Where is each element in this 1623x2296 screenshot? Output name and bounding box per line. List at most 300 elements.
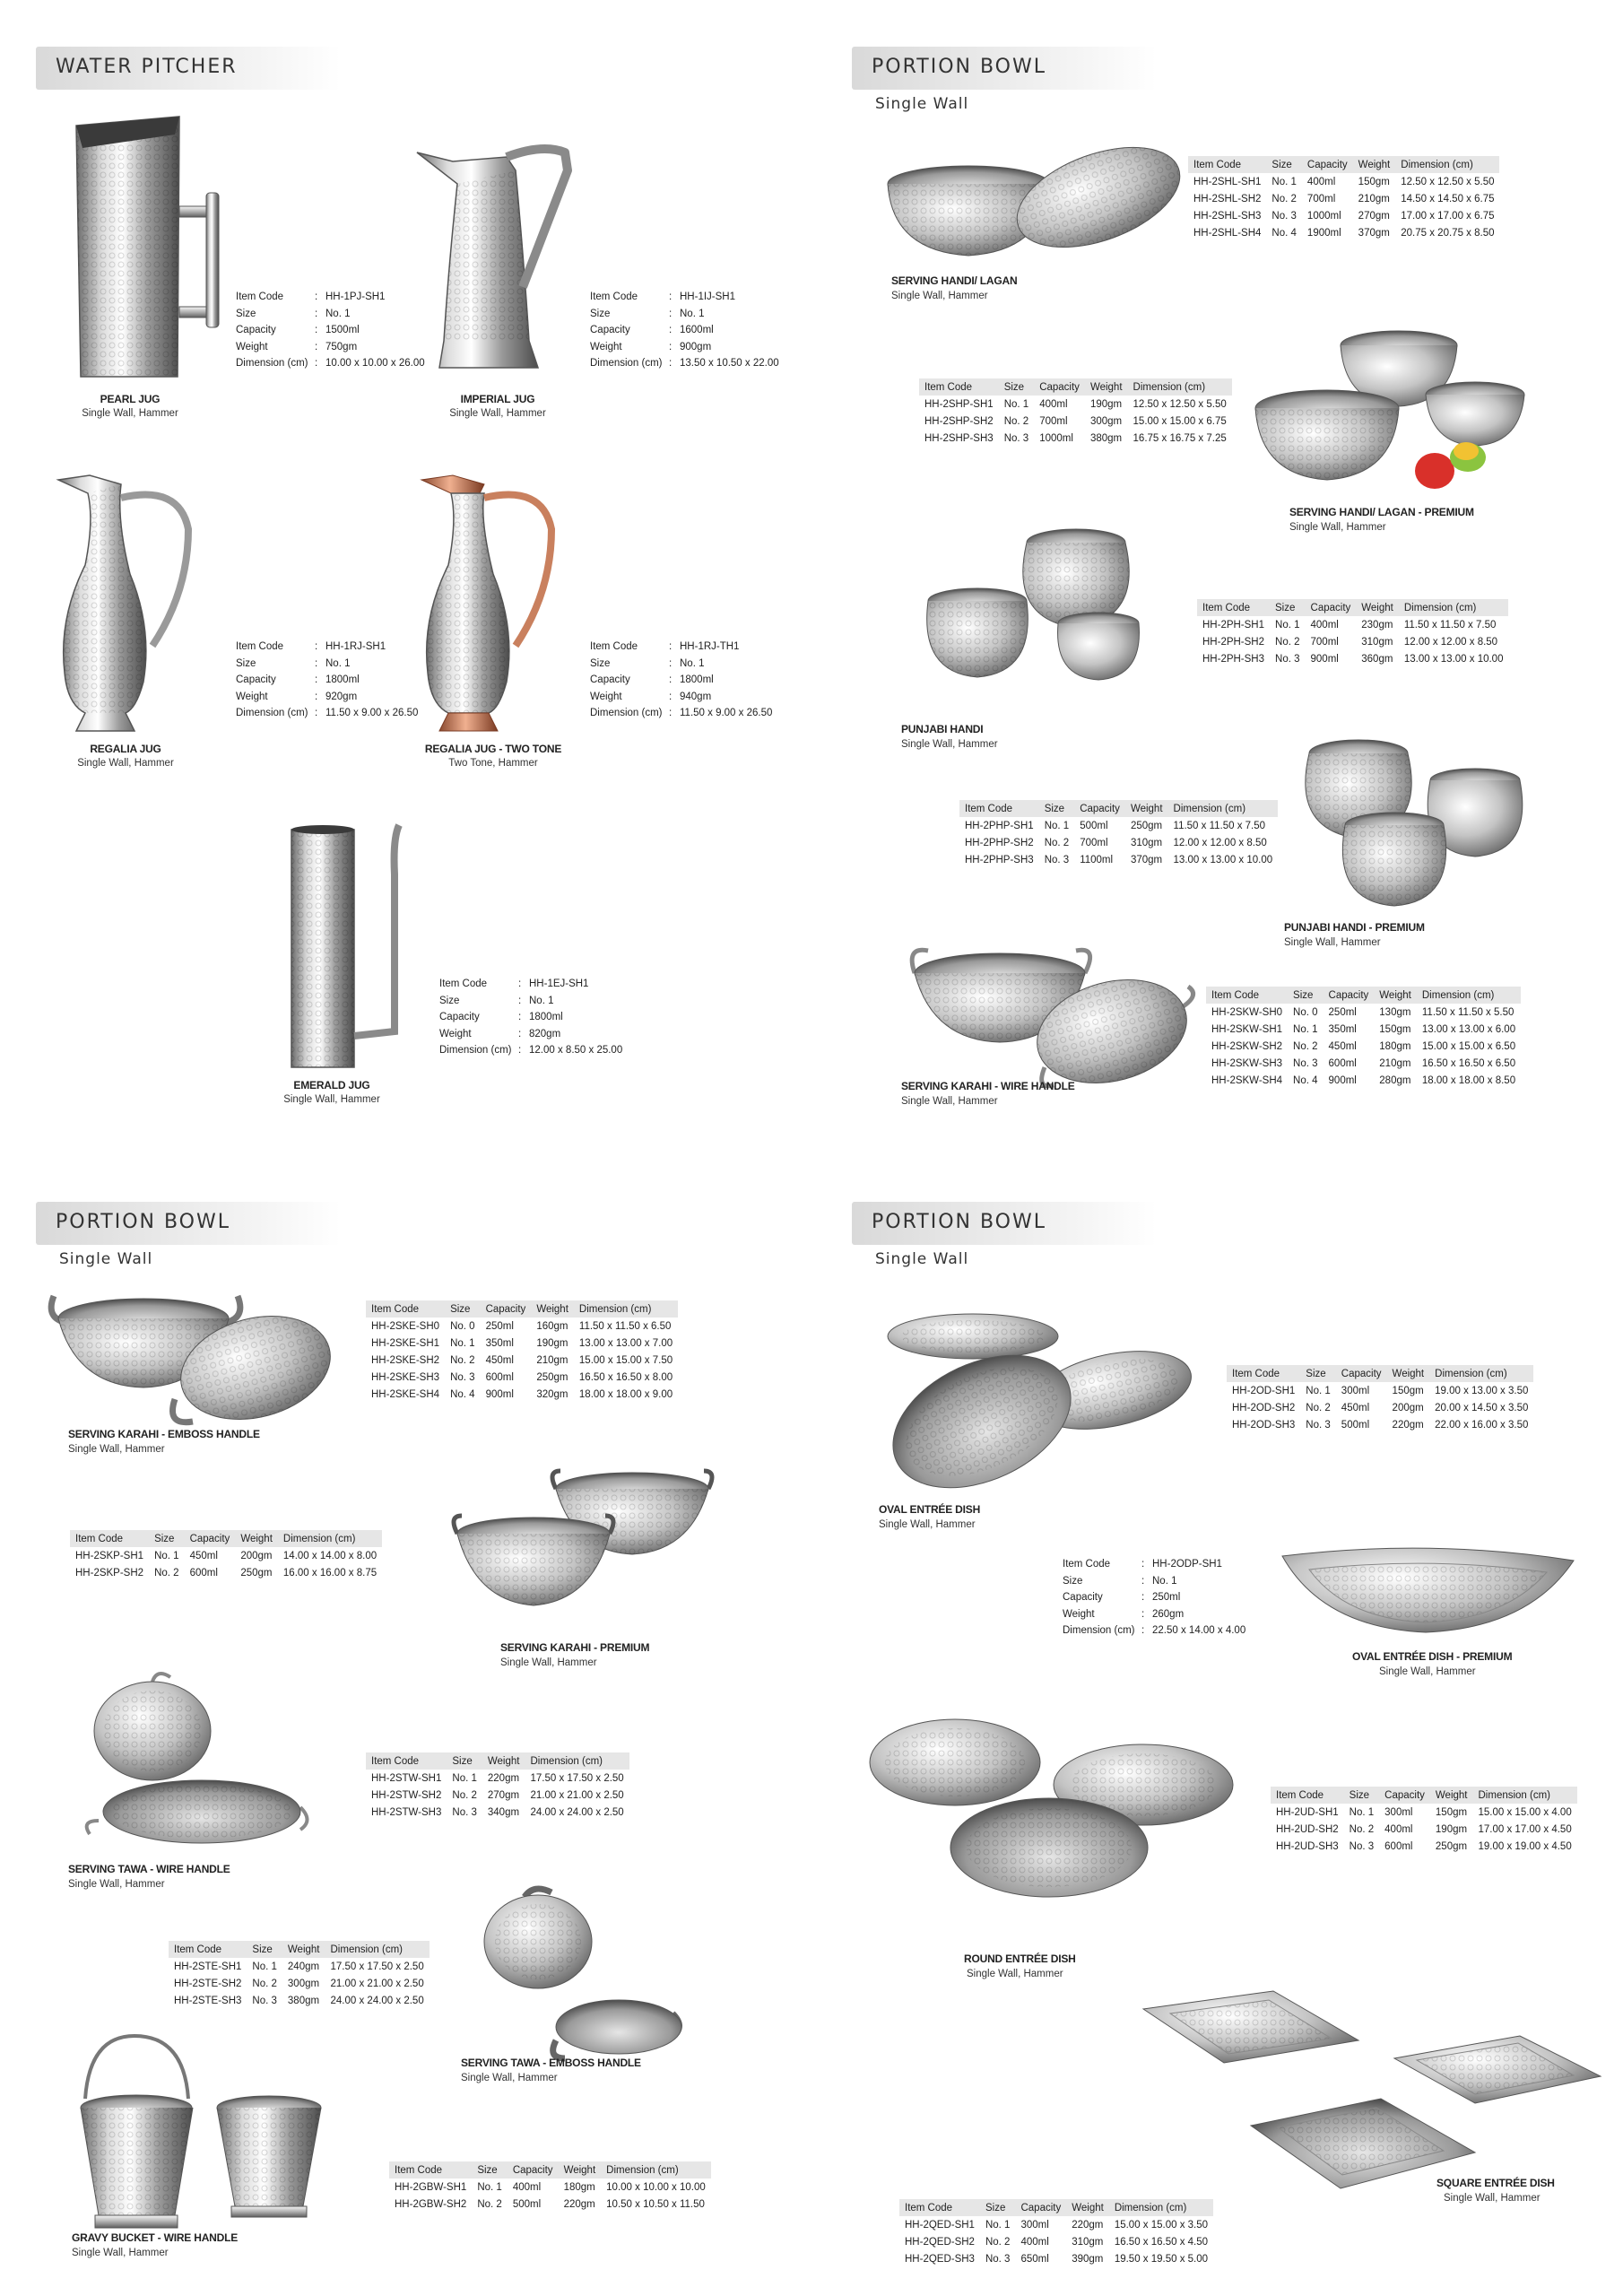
table-cell: 19.50 x 19.50 x 5.00: [1114, 2253, 1209, 2265]
table-cell: HH-2STW-SH1: [371, 1772, 442, 1784]
table-cell: No. 3: [1003, 432, 1029, 444]
table-cell: No. 1: [985, 2219, 1011, 2231]
serving-tawa-emboss-handle-image: [475, 1883, 690, 2063]
table-cell: HH-2SKW-SH0: [1211, 1006, 1283, 1018]
table-cell: 14.00 x 14.00 x 8.00: [282, 1550, 378, 1561]
table-cell: 130gm: [1379, 1006, 1411, 1018]
table-cell: 12.00 x 12.00 x 8.50: [1403, 636, 1498, 648]
table-cell: No. 2: [450, 1354, 475, 1366]
table-row: [366, 1804, 629, 1821]
table-cell: No. 2: [985, 2236, 1011, 2248]
column-header: Size: [447, 1752, 482, 1770]
column-header: Capacity: [1379, 1787, 1430, 1804]
table-cell: No. 2: [1003, 415, 1029, 427]
product-description: Two Tone, Hammer: [448, 758, 538, 769]
table-row: [1188, 173, 1499, 190]
table-cell: 10.00 x 10.00 x 10.00: [606, 2181, 706, 2193]
table-cell: 300ml: [1341, 1385, 1370, 1396]
table-cell: 16.75 x 16.75 x 7.25: [1133, 432, 1227, 444]
table-cell: 16.50 x 16.50 x 4.50: [1114, 2236, 1209, 2248]
table-cell: 900ml: [485, 1388, 514, 1400]
column-header: Capacity: [1015, 2199, 1066, 2216]
column-header: Size: [1344, 1787, 1380, 1804]
table-cell: No. 0: [1293, 1006, 1318, 1018]
table-cell: 350ml: [485, 1337, 514, 1349]
product-name: SERVING KARAHI - EMBOSS HANDLE: [68, 1428, 260, 1440]
oval-entree-dish-image: [883, 1309, 1197, 1489]
table-cell: 200gm: [1392, 1402, 1424, 1413]
table-cell: HH-2QED-SH1: [905, 2219, 975, 2231]
table-row: [1227, 1416, 1533, 1433]
table-row: [1206, 1038, 1521, 1055]
section-banner-portion-bowl-bottom-right: [852, 1202, 1157, 1245]
product-name: SERVING HANDI/ LAGAN: [891, 274, 1018, 287]
table-cell: No. 2: [154, 1567, 179, 1578]
table-row: [1227, 1399, 1533, 1416]
column-header: Item Code: [1271, 1787, 1344, 1804]
table-cell: No. 1: [450, 1337, 475, 1349]
product-description: Single Wall, Hammer: [500, 1657, 597, 1668]
serving-karahi-wire-handle-image: [906, 933, 1202, 1085]
table-cell: 13.00 x 13.00 x 10.00: [1403, 653, 1504, 665]
table-cell: 1100ml: [1080, 854, 1114, 865]
table-cell: HH-2PH-SH1: [1202, 619, 1265, 631]
table-cell: No. 2: [1293, 1040, 1318, 1052]
table-cell: 160gm: [536, 1320, 568, 1332]
table-cell: 150gm: [1379, 1023, 1411, 1035]
table-row: [899, 2233, 1213, 2250]
table-cell: 900ml: [1328, 1074, 1357, 1086]
table-cell: HH-2SKW-SH4: [1211, 1074, 1283, 1086]
column-header: Capacity: [508, 2161, 559, 2179]
table-cell: 24.00 x 24.00 x 2.50: [330, 1995, 424, 2006]
table-header-row: [1197, 599, 1508, 616]
table-cell: 13.00 x 13.00 x 10.00: [1173, 854, 1273, 865]
table-header-row: [1188, 156, 1499, 173]
product-name: PUNJABI HANDI: [901, 723, 984, 735]
punjabi-handi-premium-image: [1296, 731, 1529, 919]
table-cell: 250gm: [1130, 820, 1163, 831]
column-header: Dimension (cm): [1395, 156, 1499, 173]
table-row: [1206, 1004, 1521, 1021]
spec-table-oval-entree-dish: [1227, 1365, 1533, 1433]
column-header: Item Code: [899, 2199, 980, 2216]
product-description: Single Wall, Hammer: [82, 408, 178, 419]
spec-block-regalia-jug: Item Code : HH-1RJ-SH1 Size : No. 1 Capacity : 1800ml Weight : 920gm Dimension (cm) : 11.50 x 9.00 x 26.50: [236, 641, 419, 718]
table-cell: HH-2GBW-SH1: [395, 2181, 467, 2193]
column-header: Weight: [235, 1530, 278, 1547]
column-header: Item Code: [366, 1300, 445, 1318]
table-cell: 11.50 x 11.50 x 6.50: [578, 1320, 672, 1332]
spec-table-serving-karahi-wire-handle: [1206, 987, 1521, 1089]
table-cell: No. 1: [1293, 1023, 1318, 1035]
spec-table-serving-tawa-wire-handle: [366, 1752, 629, 1821]
product-description: Single Wall, Hammer: [68, 1444, 165, 1455]
table-cell: HH-2STW-SH2: [371, 1789, 442, 1801]
table-cell: 700ml: [1039, 415, 1068, 427]
table-row: [1197, 650, 1508, 667]
table-cell: 340gm: [487, 1806, 520, 1818]
table-cell: 700ml: [1306, 193, 1336, 204]
table-cell: 400ml: [1310, 619, 1339, 631]
table-cell: 380gm: [287, 1995, 320, 2006]
table-cell: 300ml: [1020, 2219, 1049, 2231]
table-cell: 300gm: [287, 1978, 320, 1989]
product-description: Single Wall, Hammer: [1289, 522, 1386, 533]
table-cell: No. 4: [1293, 1074, 1318, 1086]
table-cell: HH-2SKE-SH3: [371, 1371, 440, 1383]
spec-table-serving-tawa-emboss-handle: [169, 1941, 430, 2009]
table-cell: No. 3: [1275, 653, 1300, 665]
column-header: Item Code: [1188, 156, 1266, 173]
table-cell: 450ml: [485, 1354, 514, 1366]
table-cell: No. 2: [477, 2198, 502, 2210]
table-cell: HH-2STE-SH3: [174, 1995, 242, 2006]
table-cell: 17.50 x 17.50 x 2.50: [330, 1961, 424, 1972]
table-cell: 15.00 x 15.00 x 6.50: [1421, 1040, 1516, 1052]
table-header-row: [169, 1941, 430, 1958]
table-row: [1271, 1804, 1577, 1821]
table-cell: 600ml: [1328, 1057, 1357, 1069]
column-header: Capacity: [185, 1530, 236, 1547]
regalia-jug-two-tone-image: [417, 466, 596, 735]
table-cell: HH-2QED-SH2: [905, 2236, 975, 2248]
column-header: Weight: [1356, 599, 1399, 616]
table-row: [70, 1547, 382, 1564]
table-row: [169, 1975, 430, 1992]
table-cell: 16.50 x 16.50 x 8.00: [578, 1371, 673, 1383]
section-banner-portion-bowl-bottom-left: [36, 1202, 341, 1245]
table-cell: HH-2UD-SH2: [1276, 1823, 1339, 1835]
table-cell: No. 2: [1275, 636, 1300, 648]
product-name: GRAVY BUCKET - WIRE HANDLE: [72, 2231, 239, 2244]
column-header: Dimension (cm): [1399, 599, 1509, 616]
serving-handi-lagan-image: [883, 135, 1188, 269]
table-cell: 250gm: [1435, 1840, 1468, 1852]
table-cell: No. 3: [1306, 1419, 1331, 1431]
table-cell: 900ml: [1310, 653, 1339, 665]
product-description: Single Wall, Hammer: [901, 739, 998, 750]
table-cell: 17.00 x 17.00 x 6.75: [1401, 210, 1495, 222]
table-cell: 20.00 x 14.50 x 3.50: [1435, 1402, 1529, 1413]
table-cell: HH-2SHP-SH2: [924, 415, 994, 427]
column-header: Size: [445, 1300, 481, 1318]
table-cell: 17.50 x 17.50 x 2.50: [530, 1772, 624, 1784]
table-cell: 650ml: [1020, 2253, 1049, 2265]
gravy-bucket-wire-handle-image: [63, 2031, 332, 2238]
table-cell: HH-2SHL-SH2: [1193, 193, 1262, 204]
table-cell: 20.75 x 20.75 x 8.50: [1401, 227, 1495, 239]
table-cell: HH-2SKE-SH4: [371, 1388, 440, 1400]
table-cell: 310gm: [1130, 837, 1163, 848]
table-cell: 220gm: [1072, 2219, 1104, 2231]
product-description: Single Wall, Hammer: [891, 291, 988, 301]
table-cell: No. 1: [1271, 176, 1297, 187]
table-cell: HH-2OD-SH3: [1232, 1419, 1296, 1431]
table-cell: 310gm: [1361, 636, 1393, 648]
table-cell: HH-2GBW-SH2: [395, 2198, 467, 2210]
table-cell: 270gm: [487, 1789, 520, 1801]
spec-table-round-entree-dish: [1271, 1787, 1577, 1855]
table-cell: 230gm: [1361, 619, 1393, 631]
spec-block-oval-entree-dish-premium: Item Code : HH-2ODP-SH1 Size : No. 1 Capacity : 250ml Weight : 260gm Dimension (cm) : 22.50 x 14.00 x 4.00: [1063, 1559, 1246, 1636]
section-subtitle: Single Wall: [59, 1250, 153, 1268]
table-cell: HH-2UD-SH3: [1276, 1840, 1339, 1852]
product-name: SERVING KARAHI - WIRE HANDLE: [901, 1080, 1075, 1092]
table-cell: 700ml: [1080, 837, 1108, 848]
table-cell: 240gm: [287, 1961, 320, 1972]
table-cell: HH-2SKE-SH1: [371, 1337, 440, 1349]
product-name: REGALIA JUG: [90, 743, 161, 755]
table-cell: 280gm: [1379, 1074, 1411, 1086]
column-header: Size: [149, 1530, 185, 1547]
table-header-row: [1227, 1365, 1533, 1382]
table-cell: HH-2STW-SH3: [371, 1806, 442, 1818]
column-header: Weight: [282, 1941, 325, 1958]
table-cell: 1900ml: [1306, 227, 1341, 239]
column-header: Capacity: [1074, 800, 1125, 817]
table-cell: 600ml: [189, 1567, 218, 1578]
product-name: SQUARE ENTRÉE DISH: [1436, 2177, 1555, 2189]
table-cell: No. 3: [1044, 854, 1070, 865]
table-cell: 190gm: [536, 1337, 568, 1349]
table-row: [1197, 633, 1508, 650]
table-cell: No. 3: [252, 1995, 277, 2006]
table-cell: 450ml: [1328, 1040, 1357, 1052]
section-banner-portion-bowl-top: [852, 47, 1157, 90]
column-header: Dimension (cm): [325, 1941, 430, 1958]
column-header: Capacity: [1324, 987, 1375, 1004]
column-header: Size: [1270, 599, 1306, 616]
table-cell: No. 1: [452, 1772, 477, 1784]
column-header: Weight: [1430, 1787, 1473, 1804]
product-description: Single Wall, Hammer: [967, 1969, 1063, 1979]
table-cell: 10.50 x 10.50 x 11.50: [606, 2198, 705, 2210]
table-cell: 400ml: [1306, 176, 1336, 187]
table-cell: 190gm: [1435, 1823, 1468, 1835]
table-header-row: [899, 2199, 1213, 2216]
table-cell: No. 1: [1044, 820, 1070, 831]
column-header: Capacity: [481, 1300, 532, 1318]
table-cell: No. 3: [1349, 1840, 1375, 1852]
table-header-row: [70, 1530, 382, 1547]
table-cell: 400ml: [1039, 398, 1068, 410]
product-description: Single Wall, Hammer: [283, 1094, 380, 1105]
table-row: [366, 1369, 678, 1386]
serving-handi-lagan-premium-image: [1251, 309, 1556, 502]
table-cell: 250gm: [240, 1567, 273, 1578]
column-header: Item Code: [70, 1530, 149, 1547]
spec-block-regalia-jug-two-tone: Item Code : HH-1RJ-TH1 Size : No. 1 Capacity : 1800ml Weight : 940gm Dimension (cm) : 11.50 x 9.00 x 26.50: [590, 641, 773, 718]
table-cell: HH-2SKE-SH2: [371, 1354, 440, 1366]
product-name: SERVING TAWA - WIRE HANDLE: [68, 1863, 230, 1875]
table-cell: 370gm: [1130, 854, 1163, 865]
table-row: [1197, 616, 1508, 633]
column-header: Size: [1288, 987, 1324, 1004]
column-header: Size: [472, 2161, 508, 2179]
table-cell: 200gm: [240, 1550, 273, 1561]
table-header-row: [389, 2161, 711, 2179]
table-cell: HH-2OD-SH2: [1232, 1402, 1296, 1413]
column-header: Dimension (cm): [1473, 1787, 1577, 1804]
table-cell: HH-2STE-SH2: [174, 1978, 242, 1989]
table-cell: 1000ml: [1039, 432, 1073, 444]
column-header: Item Code: [389, 2161, 472, 2179]
table-cell: HH-2SHL-SH3: [1193, 210, 1262, 222]
table-cell: No. 4: [450, 1388, 475, 1400]
column-header: Size: [1300, 1365, 1336, 1382]
spec-table-gravy-bucket-wire-handle: [389, 2161, 711, 2213]
table-cell: 500ml: [1341, 1419, 1370, 1431]
table-cell: 11.50 x 11.50 x 5.50: [1421, 1006, 1515, 1018]
table-cell: 16.50 x 16.50 x 6.50: [1421, 1057, 1516, 1069]
table-cell: 24.00 x 24.00 x 2.50: [530, 1806, 624, 1818]
table-cell: 18.00 x 18.00 x 9.00: [578, 1388, 673, 1400]
table-cell: HH-2PHP-SH1: [965, 820, 1034, 831]
column-header: Dimension (cm): [574, 1300, 678, 1318]
table-cell: HH-2QED-SH3: [905, 2253, 975, 2265]
table-cell: 18.00 x 18.00 x 8.50: [1421, 1074, 1516, 1086]
table-cell: 150gm: [1392, 1385, 1424, 1396]
table-header-row: [366, 1752, 629, 1770]
column-header: Item Code: [1206, 987, 1288, 1004]
table-cell: 12.50 x 12.50 x 5.50: [1401, 176, 1495, 187]
table-cell: No. 3: [1293, 1057, 1318, 1069]
table-cell: No. 3: [985, 2253, 1011, 2265]
column-header: Weight: [531, 1300, 574, 1318]
table-row: [899, 2216, 1213, 2233]
product-description: Single Wall, Hammer: [1379, 1666, 1476, 1677]
table-cell: 250ml: [1328, 1006, 1357, 1018]
table-cell: No. 0: [450, 1320, 475, 1332]
table-cell: 220gm: [487, 1772, 520, 1784]
table-cell: HH-2PHP-SH2: [965, 837, 1034, 848]
table-cell: 270gm: [1358, 210, 1390, 222]
table-cell: 600ml: [1384, 1840, 1413, 1852]
product-description: Single Wall, Hammer: [1284, 937, 1381, 948]
table-cell: 11.50 x 11.50 x 7.50: [1173, 820, 1266, 831]
table-cell: HH-2OD-SH1: [1232, 1385, 1296, 1396]
table-row: [1188, 207, 1499, 224]
table-cell: 350ml: [1328, 1023, 1357, 1035]
table-row: [70, 1564, 382, 1581]
table-cell: HH-2STE-SH1: [174, 1961, 242, 1972]
table-header-row: [919, 378, 1232, 396]
table-cell: 400ml: [1384, 1823, 1413, 1835]
spec-block-pearl-jug: Item Code : HH-1PJ-SH1 Size : No. 1 Capacity : 1500ml Weight : 750gm Dimension (cm) : 10.00 x 10.00 x 26.00: [236, 291, 425, 369]
table-cell: 14.50 x 14.50 x 6.75: [1401, 193, 1495, 204]
table-cell: 190gm: [1089, 398, 1123, 410]
spec-table-serving-karahi-emboss-handle: [366, 1300, 678, 1403]
table-cell: HH-2SKW-SH3: [1211, 1057, 1283, 1069]
table-cell: 21.00 x 21.00 x 2.50: [530, 1789, 624, 1801]
table-row: [919, 396, 1232, 413]
table-cell: 220gm: [563, 2198, 595, 2210]
table-row: [389, 2179, 711, 2196]
column-header: Dimension (cm): [525, 1752, 629, 1770]
table-cell: 360gm: [1361, 653, 1393, 665]
column-header: Item Code: [1197, 599, 1270, 616]
oval-entree-dish-premium-image: [1278, 1547, 1583, 1646]
table-cell: 210gm: [536, 1354, 568, 1366]
column-header: Weight: [1066, 2199, 1109, 2216]
table-cell: 400ml: [512, 2181, 542, 2193]
table-cell: 380gm: [1089, 432, 1123, 444]
table-cell: 11.50 x 11.50 x 7.50: [1403, 619, 1497, 631]
product-description: Single Wall, Hammer: [1444, 2193, 1541, 2204]
column-header: Size: [999, 378, 1035, 396]
table-cell: 1000ml: [1306, 210, 1341, 222]
section-subtitle: Single Wall: [875, 95, 969, 113]
table-cell: 700ml: [1310, 636, 1339, 648]
table-header-row: [959, 800, 1278, 817]
column-header: Weight: [1125, 800, 1168, 817]
column-header: Dimension (cm): [601, 2161, 711, 2179]
column-header: Item Code: [366, 1752, 447, 1770]
table-row: [1188, 224, 1499, 241]
table-row: [959, 817, 1278, 834]
product-name: REGALIA JUG - TWO TONE: [424, 743, 562, 755]
product-name: EMERALD JUG: [293, 1079, 370, 1091]
table-cell: No. 2: [1349, 1823, 1375, 1835]
table-cell: 21.00 x 21.00 x 2.50: [330, 1978, 424, 1989]
pearl-jug-image: [72, 108, 233, 386]
column-header: Item Code: [959, 800, 1039, 817]
product-name: ROUND ENTRÉE DISH: [964, 1952, 1076, 1965]
table-cell: 12.00 x 12.00 x 8.50: [1173, 837, 1267, 848]
table-row: [366, 1335, 678, 1352]
table-cell: No. 1: [1003, 398, 1029, 410]
table-cell: 220gm: [1392, 1419, 1424, 1431]
table-cell: 15.00 x 15.00 x 3.50: [1114, 2219, 1209, 2231]
table-cell: 150gm: [1358, 176, 1390, 187]
column-header: Dimension (cm): [1168, 800, 1279, 817]
product-name: IMPERIAL JUG: [460, 393, 535, 405]
product-name: OVAL ENTRÉE DISH: [879, 1503, 981, 1516]
table-cell: 13.00 x 13.00 x 6.00: [1421, 1023, 1516, 1035]
column-header: Item Code: [919, 378, 999, 396]
table-cell: 310gm: [1072, 2236, 1104, 2248]
table-row: [169, 1992, 430, 2009]
table-cell: 12.50 x 12.50 x 5.50: [1133, 398, 1227, 410]
table-cell: HH-2UD-SH1: [1276, 1806, 1339, 1818]
table-cell: HH-2SHP-SH3: [924, 432, 994, 444]
table-cell: 390gm: [1072, 2253, 1104, 2265]
table-cell: HH-2PH-SH3: [1202, 653, 1265, 665]
column-header: Weight: [559, 2161, 602, 2179]
product-description: Single Wall, Hammer: [72, 2248, 169, 2258]
product-description: Single Wall, Hammer: [461, 2073, 558, 2083]
serving-tawa-wire-handle-image: [85, 1668, 318, 1866]
table-cell: 370gm: [1358, 227, 1390, 239]
table-cell: No. 2: [1306, 1402, 1331, 1413]
table-cell: No. 1: [1275, 619, 1300, 631]
table-cell: 19.00 x 13.00 x 3.50: [1435, 1385, 1529, 1396]
serving-karahi-premium-image: [448, 1466, 717, 1628]
table-cell: No. 3: [1271, 210, 1297, 222]
table-cell: No. 2: [1044, 837, 1070, 848]
table-cell: 180gm: [563, 2181, 595, 2193]
table-cell: No. 2: [452, 1789, 477, 1801]
table-cell: 500ml: [1080, 820, 1108, 831]
table-row: [1188, 190, 1499, 207]
table-cell: No. 1: [252, 1961, 277, 1972]
regalia-jug-image: [54, 466, 233, 735]
table-cell: No. 1: [477, 2181, 502, 2193]
table-cell: 16.00 x 16.00 x 8.75: [282, 1567, 378, 1578]
table-cell: 15.00 x 15.00 x 7.50: [578, 1354, 673, 1366]
spec-table-serving-karahi-premium: [70, 1530, 382, 1581]
